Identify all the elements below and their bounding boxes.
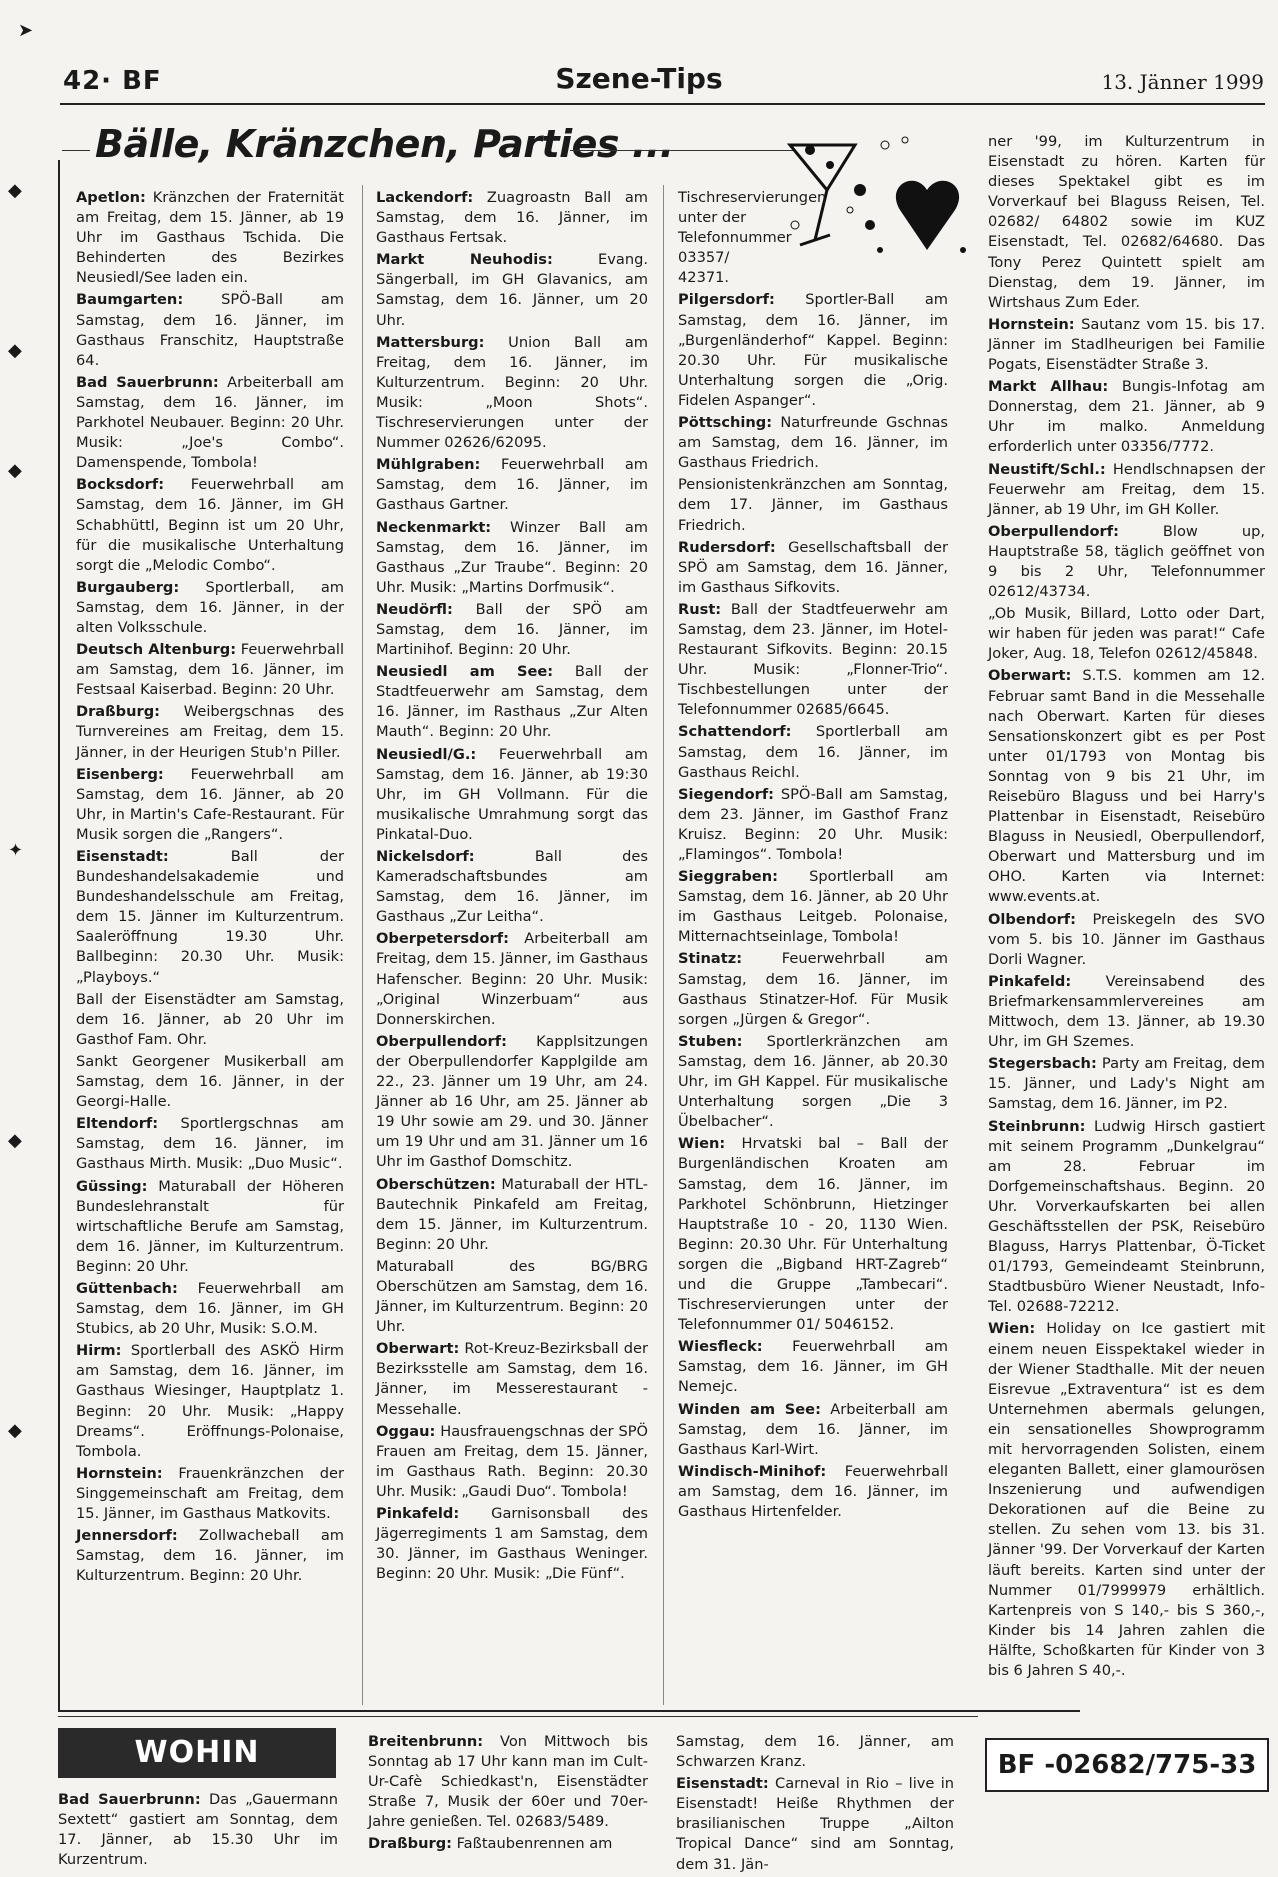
column-3	[678, 188, 948, 1524]
listing-text: SPÖ-Ball am Samstag, dem 23. Jänner, im Gasthof Franz Kruisz. Beginn: 20 Uhr. Musik: „Flamingos“. Tombola!	[678, 785, 948, 863]
listing-text: Maturaball der Höheren Bundeslehranstalt für wirtschaftliche Berufe am Samstag, dem 16. Jänner, im Kulturzentrum. Beginn: 20 Uhr.	[76, 1177, 344, 1275]
listing-text: Sportlerball am Samstag, dem 16. Jänner, im Gasthaus Reichl.	[678, 723, 948, 781]
listing-text: Von Mittwoch bis Sonntag ab 17 Uhr kann man im Cult-Ur-Cafè Schiedkast'n, Eisenstädter Straße 7, Musik der 60er und 70er-Jahre genießen. Tel. 02683/5489.	[368, 1733, 648, 1831]
listing-entry	[988, 460, 1265, 520]
listing-entry	[76, 1526, 344, 1586]
listing-entry	[988, 972, 1265, 1052]
header-rule	[60, 103, 1265, 105]
listing-entry	[988, 1319, 1265, 1681]
listing-entry	[678, 413, 948, 473]
wohin-column-1	[58, 1790, 338, 1872]
listing-text: Ludwig Hirsch gastiert mit seinem Programm „Dunkelgrau“ am 28. Februar im Dorfgemeinschaftshaus. Beginn. 20 Uhr. Vorverkaufskarten bei allen Geschäftsstellen der PSK, Reisebüro Blaguss, Harrys Plattenbar, Ö-Ticket 01/1793, Gemeindeamt Steinbrunn, Stadtbusbüro Wiener Neustadt, Info-Tel. 02688-72212.	[988, 1117, 1265, 1316]
listing-entry	[58, 1790, 338, 1870]
listing-text: Party am Freitag, dem 15. Jänner, und Lady's Night am Samstag, dem 16. Jänner, im P2.	[988, 1055, 1265, 1113]
listing-text: Sankt Georgener Musikerball am Samstag, dem 16. Jänner, in der Georgi-Halle.	[76, 1052, 344, 1111]
listing-entry	[376, 1339, 648, 1419]
listing-location: Wiesfleck:	[678, 1338, 763, 1356]
listing-text: Winzer Ball am Samstag, dem 16. Jänner, im Gasthaus „Zur Traube“. Beginn: 20 Uhr. Musik: „Martins Dorfmusik“.	[376, 518, 648, 596]
listing-location: Schattendorf:	[678, 723, 792, 741]
listing-text: Hausfrauengschnas der SPÖ Frauen am Freitag, dem 15. Jänner, im Gasthaus Rath. Beginn: 20.30 Uhr. Musik: „Gaudi Duo“. Tombola!	[376, 1422, 648, 1500]
listing-text: Feuerwehrball am Samstag, dem 16. Jänner, im Gasthaus Stinatzer-Hof. Für Musik sorgen „Jürgen & Gregor“.	[678, 950, 948, 1028]
listing-location: Burgauberg:	[76, 578, 180, 596]
listing-location: Güssing:	[76, 1177, 148, 1195]
listing-text: Kapplsitzungen der Oberpullendorfer Kapplgilde am 22., 23. Jänner um 19 Uhr, am 24. Jänner ab 16 Uhr, am 25. Jänner ab 19 Uhr sowie am 29. und 30. Jänner um 19 Uhr und am 31. Jänner um 16 Uhr im Gasthof Domschitz.	[376, 1032, 648, 1171]
listing-location: Oberpetersdorf:	[376, 930, 509, 948]
listing-entry	[376, 333, 648, 454]
listing-entry	[76, 290, 344, 370]
issue-date: 13. Jänner 1999	[1101, 70, 1264, 94]
listing-location: Oberwart:	[376, 1340, 460, 1358]
listing-location: Pinkafeld:	[376, 1505, 460, 1522]
listing-entry	[376, 929, 648, 1029]
listing-text: Garnisonsball des Jägerregiments 1 am Samstag, dem 30. Jänner, im Gasthaus Weninger. Beginn: 20 Uhr. Musik: „Die Fünf“.	[376, 1505, 648, 1583]
listing-location: Breitenbrunn:	[368, 1733, 484, 1750]
listing-text: Ball der Stadtfeuerwehr am Samstag, dem 23. Jänner, im Hotel-Restaurant Sifkovits. Beginn: 20.15 Uhr. Musik: „Flonner-Trio“. Tischbestellungen unter der Telefonnummer 02685/6645.	[678, 600, 948, 719]
listing-entry	[678, 600, 948, 721]
listing-text: Sportlerball des ASKÖ Hirm am Samstag, dem 16. Jänner, im Gasthaus Wiesinger, Hauptplatz 1. Beginn: 20 Uhr. Musik: „Happy Dreams“. Eröffnungs-Polonaise, Tombola.	[76, 1342, 344, 1460]
listing-text: Das „Gauermann Sextett“ gastiert am Sonntag, dem 17. Jänner, ab 15.30 Uhr im Kurzentrum.	[58, 1791, 338, 1869]
listing-text: Ball der Stadtfeuerwehr am Samstag, dem 16. Jänner, im Rasthaus „Zur Alten Mauth“. Beginn: 20 Uhr.	[376, 663, 648, 741]
listing-entry	[76, 578, 344, 638]
listing-location: Stegersbach:	[988, 1055, 1097, 1073]
listing-location: Eltendorf:	[76, 1115, 159, 1133]
listing-entry	[678, 1337, 948, 1397]
listing-entry	[676, 1774, 954, 1874]
listing-text: Sportlergschnas am Samstag, dem 16. Jänner, im Gasthaus Mirth. Musik: „Duo Music“.	[76, 1115, 344, 1173]
listing-entry	[76, 765, 344, 845]
listing-location: Markt Neuhodis:	[376, 251, 553, 269]
column-2	[376, 188, 648, 1586]
listing-location: Lackendorf:	[376, 189, 474, 206]
listing-location: Baumgarten:	[76, 291, 184, 309]
listing-location: Draßburg:	[76, 703, 160, 721]
listing-entry	[678, 722, 948, 782]
listing-location: Bocksdorf:	[76, 476, 165, 494]
listing-entry	[76, 1464, 344, 1524]
listing-entry	[376, 1257, 648, 1337]
hole-punch-mark: ◆	[8, 180, 22, 201]
listing-entry	[678, 290, 948, 411]
listing-text: Pensionistenkränzchen am Sonntag, dem 17. Jänner, im Gasthaus Friedrich.	[678, 476, 948, 534]
listing-text: Zollwacheball am Samstag, dem 16. Jänner, im Kulturzentrum. Beginn: 20 Uhr.	[76, 1527, 344, 1585]
listing-text: Feuerwehrball am Samstag, dem 16. Jänner, im GH Nemejc.	[678, 1338, 948, 1396]
listing-entry	[376, 455, 648, 515]
listing-location: Hirm:	[76, 1342, 122, 1360]
listing-location: Wien:	[988, 1320, 1036, 1338]
listing-location: Bad Sauerbrunn:	[76, 373, 219, 391]
listing-location: Eisenstadt:	[76, 848, 169, 865]
listing-location: Sieggraben:	[678, 868, 778, 886]
section-rule	[58, 1716, 978, 1717]
listing-text: Naturfreunde Gschnas am Samstag, dem 16. Jänner, im Gasthaus Friedrich.	[678, 414, 948, 472]
page-number: 42· BF	[63, 66, 162, 96]
listing-location: Eisenstadt:	[676, 1775, 769, 1793]
listing-text: Sautanz vom 15. bis 17. Jänner im Stadlheurigen bei Familie Pogats, Eisenstädter Straße 3.	[988, 315, 1265, 374]
listing-text: Maturaball des BG/BRG Oberschützen am Samstag, dem 16. Jänner, im Kulturzentrum. Beginn: 20 Uhr.	[376, 1257, 648, 1336]
listing-location: Apetlon:	[76, 189, 146, 206]
column-1	[76, 188, 344, 1588]
listing-text: Feuerwehrball am Samstag, dem 16. Jänner, ab 19:30 Uhr, im GH Vollmann. Für die musikalische Umrahmung sorgt das Pinkatal-Duo.	[376, 745, 648, 843]
listing-location: Oggau:	[376, 1422, 436, 1440]
listing-entry	[376, 250, 648, 330]
listing-text: S.T.S. kommen am 12. Februar samt Band in die Messehalle nach Oberwart. Karten für dieses Sensationskonzert gibt es per Post unter 01/1793 von Montag bis Sonntag von 9 bis 21 Uhr, im Reisebüro Blaguss und bei Harry's Plattenbar in Eisenstadt, Reisebüro Blaguss in Neusiedl, Oberpullendorf, Oberwart und Mattersburg und im OHO. Karten via Internet: www.events.at.	[988, 667, 1265, 906]
title-rule-right	[570, 150, 795, 151]
listing-entry	[368, 1732, 648, 1832]
listing-location: Güttenbach:	[76, 1279, 178, 1297]
listing-location: Jennersdorf:	[76, 1527, 178, 1545]
listing-location: Oberpullendorf:	[988, 522, 1119, 540]
listing-text: Feuerwehrball am Samstag, dem 16. Jänner, ab 20 Uhr, in Martin's Cafe-Restaurant. Für Musik sorgen die „Rangers“.	[76, 765, 344, 843]
title-rule-left	[62, 150, 90, 151]
listing-text: Sportler-Ball am Samstag, dem 16. Jänner, im „Burgenländerhof“ Kappel. Beginn: 20.30 Uhr. Für musikalische Unterhaltung sorgen die „Orig. Fidelen Aspanger“.	[678, 291, 948, 409]
listing-location: Windisch-Minihof:	[678, 1462, 827, 1480]
listing-entry	[678, 1462, 948, 1522]
listing-entry	[376, 1422, 648, 1502]
listing-text: Vereinsabend des Briefmarkensammlervereines am Mittwoch, dem 13. Jänner, ab 19.30 Uhr, im GH Szemes.	[988, 972, 1265, 1051]
listing-text: Ball der SPÖ am Samstag, dem 16. Jänner, im Martinihof. Beginn: 20 Uhr.	[376, 600, 648, 659]
listing-entry	[988, 1054, 1265, 1114]
listing-entry	[76, 1177, 344, 1277]
listing-entry	[988, 377, 1265, 457]
listing-entry	[376, 600, 648, 660]
listing-location: Winden am See:	[678, 1400, 821, 1418]
listing-text: Evang. Sängerball, im GH Glavanics, am Samstag, dem 16. Jänner, um 20 Uhr.	[376, 251, 648, 329]
listing-text: Ball der Bundeshandelsakademie und Bundeshandelsschule am Freitag, dem 15. Jänner im Kulturzentrum. Saaleröffnung 19.30 Uhr. Ballbeginn: 20.30 Uhr. Musik: „Playboys.“	[76, 848, 344, 986]
listing-location: Pöttsching:	[678, 414, 773, 432]
column-4	[988, 132, 1265, 1683]
wohin-heading: WOHIN	[58, 1728, 336, 1778]
listing-entry	[678, 1400, 948, 1460]
listing-text: Faßtaubenrennen am	[451, 1835, 613, 1853]
listing-entry	[76, 373, 344, 473]
listing-location: Mühlgraben:	[376, 456, 481, 474]
listing-entry	[988, 522, 1265, 602]
listing-location: Markt Allhau:	[988, 378, 1109, 396]
listing-location: Stinatz:	[678, 950, 743, 968]
wohin-column-2	[368, 1732, 648, 1857]
listing-location: Steinbrunn:	[988, 1117, 1086, 1135]
listing-location: Hornstein:	[988, 315, 1075, 333]
listing-location: Pilgersdorf:	[678, 291, 775, 309]
column-divider	[362, 185, 363, 1705]
listing-entry	[678, 867, 948, 947]
section-title: Szene-Tips	[555, 62, 723, 95]
listing-entry	[376, 188, 648, 248]
listing-entry	[76, 702, 344, 762]
listing-text: Samstag, dem 16. Jänner, am Schwarzen Kranz.	[676, 1733, 954, 1771]
listing-text: Arbeiterball am Freitag, dem 15. Jänner, im Gasthaus Hafenscher. Beginn: 20 Uhr. Musik: „Original Winzerbuam“ aus Donnerskirchen.	[376, 930, 648, 1028]
hole-punch-mark: ◆	[8, 1130, 22, 1151]
listing-entry	[678, 1032, 948, 1132]
listing-text: Arbeiterball am Samstag, dem 16. Jänner, im Gasthaus Karl-Wirt.	[678, 1400, 948, 1458]
listing-entry	[368, 1834, 648, 1854]
listing-text: Feuerwehrball am Samstag, dem 16. Jänner, im GH Schabhüttl, Beginn ist um 20 Uhr, für die musikalische Unterhaltung sorgt die „Melodic Combo“.	[76, 476, 344, 574]
listing-location: Rudersdorf:	[678, 538, 776, 556]
hole-punch-mark: ✦	[8, 840, 24, 861]
listing-entry	[988, 604, 1265, 664]
listing-entry	[678, 475, 948, 535]
listing-entry	[376, 1175, 648, 1255]
listing-location: Neustift/Schl.:	[988, 460, 1106, 478]
wohin-column-3	[676, 1732, 954, 1877]
listing-entry	[376, 1504, 648, 1584]
listing-location: Rust:	[678, 600, 722, 618]
listing-text: Feuerwehrball am Samstag, dem 16. Jänner, im Festsaal Kaiserbad. Beginn: 20 Uhr.	[76, 641, 345, 699]
listing-text: Hendlschnapsen der Feuerwehr am Freitag, dem 15. Jänner, ab 19 Uhr, im GH Koller.	[988, 460, 1265, 518]
listing-text: Ball des Kameradschaftsbundes am Samstag, dem 16. Jänner, im Gasthaus „Zur Leitha“.	[376, 848, 648, 926]
listing-location: Mattersburg:	[376, 333, 485, 351]
listing-location: Neusiedl/G.:	[376, 745, 477, 763]
listing-entry	[76, 640, 344, 700]
listing-text: Sportlerball am Samstag, dem 16. Jänner, ab 20 Uhr im Gasthaus Leitgeb. Polonaise, Mitternachtseinlage, Tombola!	[678, 868, 948, 946]
listing-entry	[376, 662, 648, 742]
listing-location: Nickelsdorf:	[376, 848, 475, 865]
listing-text: Feuerwehrball am Samstag, dem 16. Jänner, im Gasthaus Gartner.	[376, 456, 648, 514]
listing-location: Deutsch Altenburg:	[76, 641, 237, 659]
listing-entry	[76, 1279, 344, 1339]
listing-location: Hornstein:	[76, 1464, 163, 1482]
listing-location: Siegendorf:	[678, 785, 774, 803]
listing-text: Hrvatski bal – Ball der Burgenländischen Kroaten am Samstag, dem 16. Jänner, im Parkhotel Schönbrunn, Hietzinger Hauptstraße 10 - 20, 1130 Wien. Beginn: 20.30 Uhr. Für Unterhaltung sorgen die „Bigband HRT-Zagreb“ und die Gruppe „Tambecari“. Tischreservierungen unter der Telefonnummer 01/ 5046152.	[678, 1135, 948, 1334]
listing-text: Maturaball der HTL-Bautechnik Pinkafeld am Freitag, dem 15. Jänner, im Kulturzentrum. Beginn: 20 Uhr.	[376, 1175, 648, 1253]
listing-entry	[76, 1114, 344, 1174]
listing-location: Oberwart:	[988, 667, 1072, 685]
listing-entry	[76, 847, 344, 988]
listing-text: SPÖ-Ball am Samstag, dem 16. Jänner, im Gasthaus Franschitz, Hauptstraße 64.	[76, 291, 344, 369]
listing-location: Bad Sauerbrunn:	[58, 1791, 201, 1808]
listing-text: Blow up, Hauptstraße 58, täglich geöffnet von 9 bis 2 Uhr, Telefonnummer 02612/43734.	[988, 522, 1265, 601]
listing-location: Oberpullendorf:	[376, 1032, 507, 1050]
listing-entry	[678, 785, 948, 865]
listing-text: „Ob Musik, Billard, Lotto oder Dart, wir haben für jeden was parat!“ Cafe Joker, Aug. 18, Telefon 02612/45848.	[988, 605, 1265, 663]
listing-entry	[678, 949, 948, 1029]
listing-location: Olbendorf:	[988, 910, 1076, 928]
listing-entry	[988, 666, 1265, 907]
hole-punch-mark: ◆	[8, 460, 22, 481]
article-title: Bälle, Kränzchen, Parties ...	[95, 122, 674, 166]
listing-text: Arbeiterball am Samstag, dem 16. Jänner, im Parkhotel Neubauer. Beginn: 20 Uhr. Musik: „Joe's Combo“. Damenspende, Tombola!	[76, 373, 344, 472]
contact-phone-box: BF -02682/775-33	[985, 1738, 1269, 1792]
listing-text: Preiskegeln des SVO vom 5. bis 10. Jänner im Gasthaus Dorli Wagner.	[988, 910, 1265, 968]
listing-text: Bungis-Infotag am Donnerstag, dem 21. Jänner, ab 9 Uhr im malko. Anmeldung erforderlich unter 03356/7772.	[988, 378, 1266, 456]
listing-location: Neudörfl:	[376, 600, 453, 618]
listing-entry	[76, 188, 344, 288]
listing-location: Draßburg:	[368, 1835, 452, 1853]
listing-entry	[676, 1732, 954, 1772]
listing-location: Oberschützen:	[376, 1175, 496, 1193]
listing-entry	[988, 132, 1265, 313]
listing-entry	[678, 1134, 948, 1335]
listing-text: Frauenkränzchen der Singgemeinschaft am Freitag, dem 15. Jänner, im Gasthaus Matkovits.	[76, 1464, 344, 1522]
listing-entry	[376, 745, 648, 845]
column-divider	[663, 185, 664, 1705]
listing-text: ner '99, im Kulturzentrum in Eisenstadt zu hören. Karten für dieses Spektakel gibt es im Vorverkauf bei Blaguss Reisen, Tel. 02682/ 64802 sowie im KUZ Eisenstadt, Tel. 02682/64680. Das Tony Perez Quintett spielt am Dienstag, dem 19. Jänner, im Wirtshaus Zum Eder.	[988, 133, 1265, 311]
reservation-note: Tischreservierungen unter der Telefonnummer 03357/ 42371.	[678, 189, 827, 287]
listing-text: Rot-Kreuz-Bezirksball der Bezirksstelle am Samstag, dem 16. Jänner, im Messerestaurant - Messehalle.	[376, 1340, 648, 1418]
listing-entry	[988, 315, 1265, 375]
listing-text: Union Ball am Freitag, dem 16. Jänner, im Kulturzentrum. Beginn: 20 Uhr. Musik: „Moon Shots“. Tischreservierungen unter der Nummer 02626/62095.	[376, 333, 648, 452]
cocktail-glass-icon	[790, 145, 855, 190]
listing-entry	[678, 538, 948, 598]
listing-entry	[76, 990, 344, 1050]
listing-text: Weibergschnas des Turnvereines am Freitag, dem 15. Jänner, in der Heurigen Stub'n Piller.	[76, 703, 344, 761]
listing-text: Kränzchen der Fraternität am Freitag, dem 15. Jänner, ab 19 Uhr im Gasthaus Tschida. Die Behinderten des Bezirkes Neusiedl/See laden ein.	[76, 189, 344, 287]
listing-entry	[988, 910, 1265, 970]
listing-text: Sportlerball, am Samstag, dem 16. Jänner, in der alten Volksschule.	[76, 578, 344, 636]
listing-location: Neusiedl am See:	[376, 663, 554, 681]
listing-text: Feuerwehrball am Samstag, dem 16. Jänner, im Gasthaus Hirtenfelder.	[678, 1462, 948, 1520]
listing-text: Feuerwehrball am Samstag, dem 16. Jänner, im GH Stubics, ab 20 Uhr, Musik: S.O.M.	[76, 1279, 344, 1338]
listing-text: Gesellschaftsball der SPÖ am Samstag, dem 16. Jänner, im Gasthaus Sifkovits.	[678, 538, 948, 596]
listing-entry	[376, 1032, 648, 1173]
listing-location: Neckenmarkt:	[376, 518, 492, 536]
listing-location: Pinkafeld:	[988, 972, 1072, 990]
listing-location: Eisenberg:	[76, 765, 164, 783]
hole-punch-mark: ◆	[8, 340, 22, 361]
listing-entry	[76, 1341, 344, 1462]
listing-text: Carneval in Rio – live in Eisenstadt! Heiße Rhythmen der brasilianischen Truppe „Ailton Tropical Dance“ sind am Sonntag, dem 31. Jän-	[676, 1775, 954, 1873]
listing-entry	[76, 475, 344, 575]
listing-entry	[376, 518, 648, 598]
listing-location: Stuben:	[678, 1032, 743, 1050]
listing-text: Holiday on Ice gastiert mit einem neuen Eisspektakel wieder in der Wiener Stadthalle. Mit der neuen Eisrevue „Extraventura“ ist es dem Unternehmen abermals gelungen, ein sensationelles Showprogramm mit hervorragenden Solisten, einem eleganten Ballett, einer glamourösen Inszenierung und aufwendigen Dekorationen auf die Beine zu stellen. Zu sehen vom 13. bis 31. Jänner '99. Der Vorverkauf der Karten läuft bereits. Karten sind unter der Nummer 01/7999979 erhältlich. Kartenpreis von S 140,- bis S 360,-, Kinder bis 14 Jahren zahlen die Hälfte, Schoßkarten für Kinder von 3 bis 6 Jahren S 40,-.	[988, 1320, 1265, 1680]
listing-text: Sportlerkränzchen am Samstag, dem 16. Jänner, ab 20.30 Uhr, im GH Kappel. Für musikalische Unterhaltung sorgen „Die 3 Übelbacher“.	[678, 1032, 948, 1131]
listing-location: Wien:	[678, 1135, 726, 1153]
listing-entry	[988, 1117, 1265, 1318]
listing-entry	[76, 1052, 344, 1112]
scan-mark: ➤	[18, 20, 34, 41]
listing-entry	[376, 847, 648, 927]
listing-text: Zuagroastn Ball am Samstag, dem 16. Jänner, im Gasthaus Fertsak.	[376, 189, 648, 247]
listing-text: Ball der Eisenstädter am Samstag, dem 16. Jänner, ab 20 Uhr im Gasthof Fam. Ohr.	[76, 990, 344, 1048]
hole-punch-mark: ◆	[8, 1420, 22, 1441]
